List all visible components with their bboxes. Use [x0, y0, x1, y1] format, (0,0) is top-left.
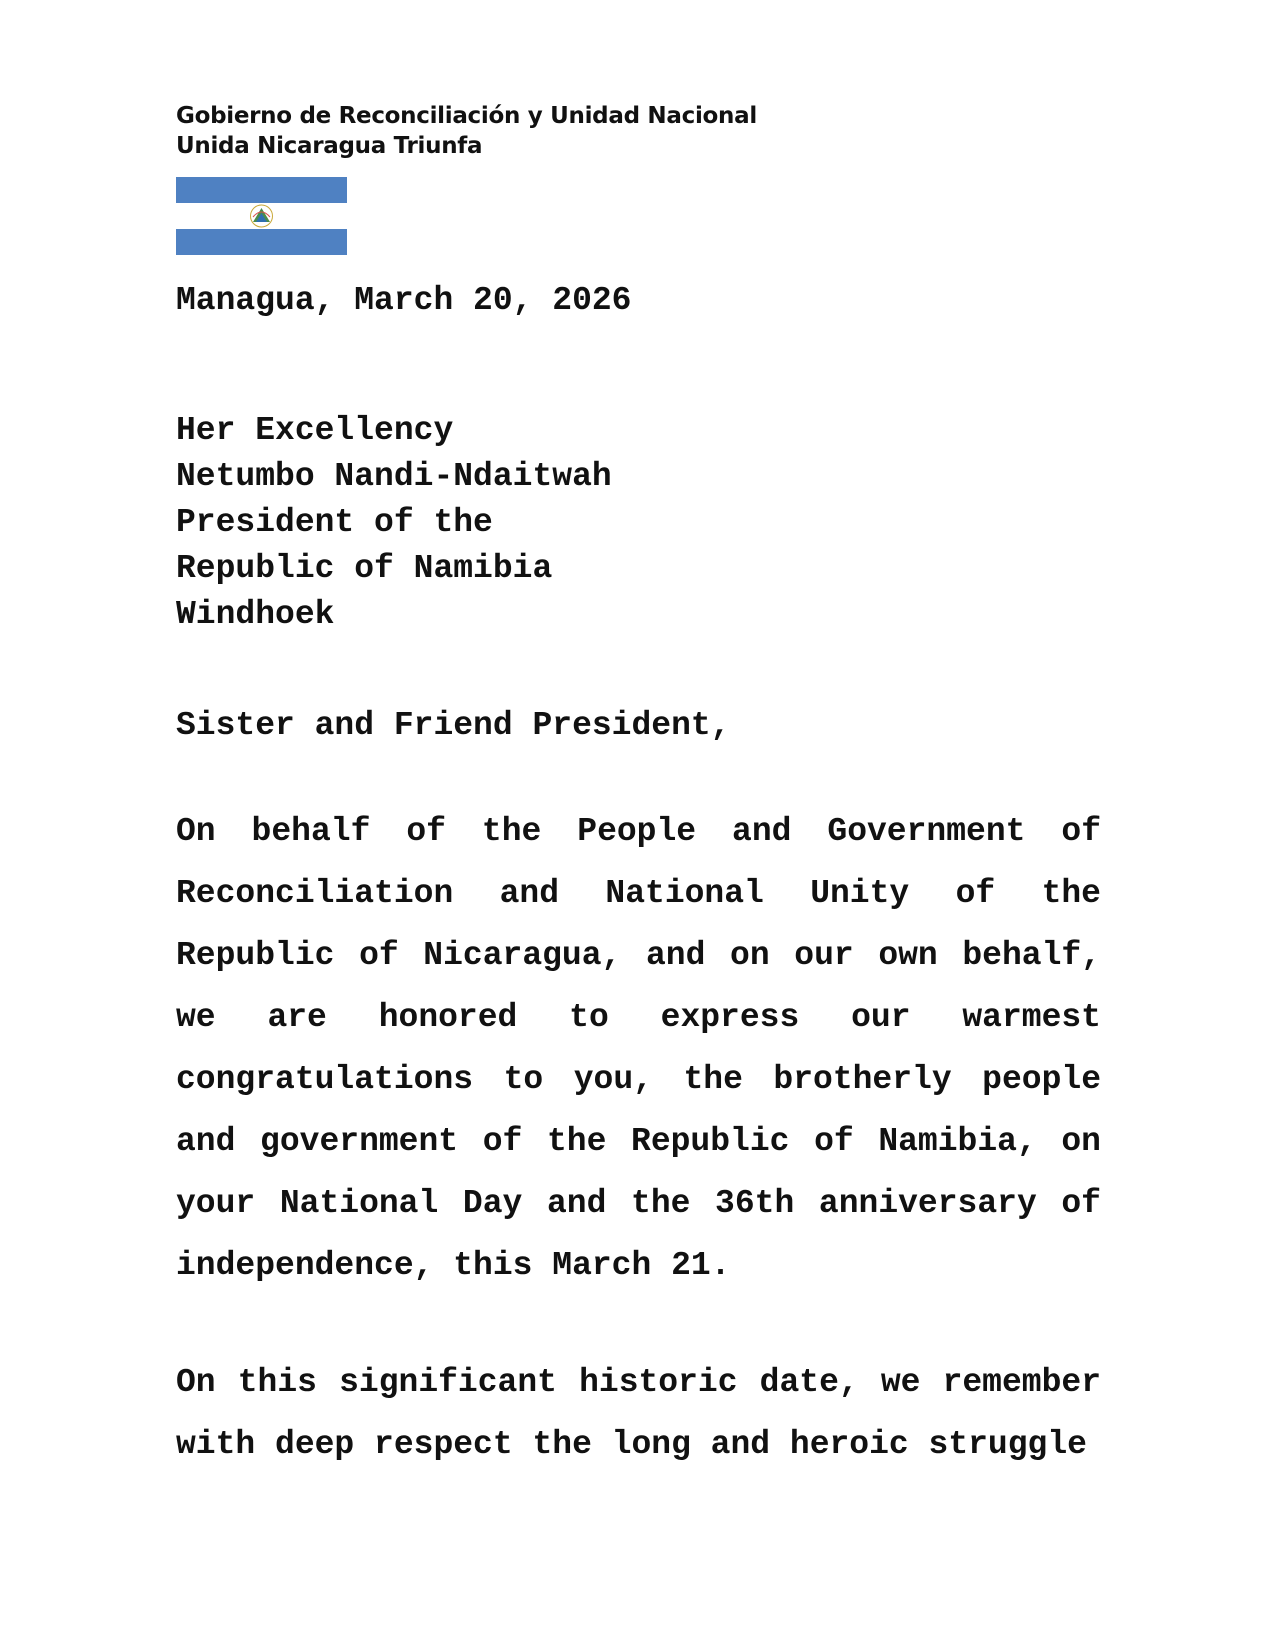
- letterhead: [176, 101, 757, 161]
- recipient-city: Windhoek: [176, 596, 335, 633]
- recipient-address: [176, 408, 612, 638]
- nicaragua-flag-icon: [176, 177, 347, 255]
- recipient-country: Republic of Namibia: [176, 550, 553, 587]
- body-paragraph-2: On this significant historic date, we remember with deep respect the long and heroic struggle: [176, 1364, 1101, 1463]
- recipient-title: President of the: [176, 504, 493, 541]
- letterhead-slogan: Unida Nicaragua Triunfa: [176, 133, 483, 159]
- salutation: Sister and Friend President,: [176, 707, 731, 744]
- body-paragraph-1: On behalf of the People and Government of Reconciliation and National Unity of the Republic of Nicaragua, and on our own behalf, we are honored to express our warmest congratulations to you, the brotherly people and government of the Republic of Namibia, on your National Day and the 36th anniversary of independence, this March 21.: [176, 813, 1101, 1284]
- letter-date: Managua, March 20, 2026: [176, 282, 632, 319]
- recipient-name: Netumbo Nandi-Ndaitwah: [176, 458, 612, 495]
- recipient-honorific: Her Excellency: [176, 412, 454, 449]
- letterhead-government-name: Gobierno de Reconciliación y Unidad Nacional: [176, 103, 757, 129]
